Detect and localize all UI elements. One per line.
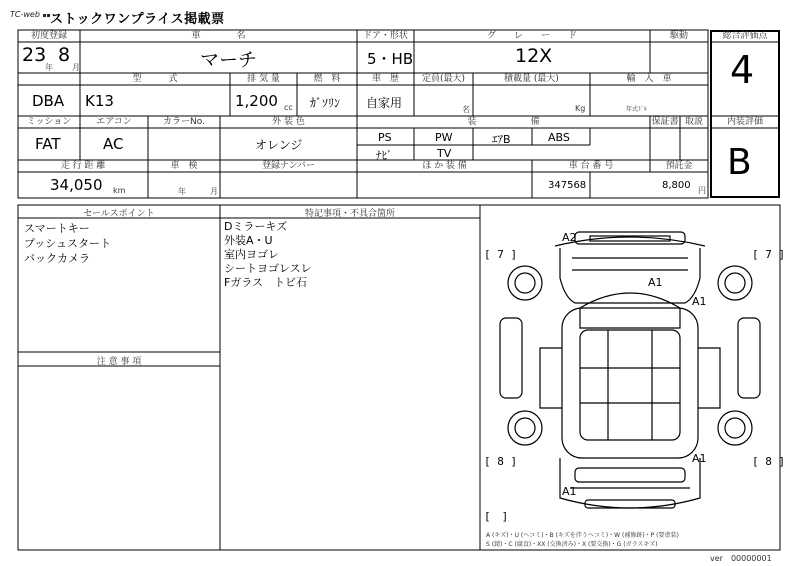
- tire-bracket: [ 8 ]: [752, 455, 786, 468]
- label-other-equipment: ほ か 装 備: [422, 161, 467, 171]
- label-usage: 車 歴: [371, 74, 399, 84]
- label-model: 型 式: [132, 74, 178, 84]
- list-item: シートヨゴレスレ: [224, 262, 312, 275]
- label-mileage: 走 行 距 離: [60, 161, 106, 171]
- equip-ps: PS: [378, 131, 392, 144]
- equip-pw: PW: [435, 131, 453, 144]
- price-value: 8,800: [662, 180, 691, 191]
- wheel-front-left: [508, 266, 542, 300]
- legend-line-2: S (錆)・C (腐食)・XX (交換済み)・X (要交換)・G (ガラスキズ): [486, 541, 658, 548]
- notes-list: [224, 220, 312, 290]
- label-first-reg: 初度登録: [30, 31, 67, 41]
- model-prefix: DBA: [32, 92, 65, 110]
- label-mission: ミッション: [26, 117, 72, 127]
- door-shape: 5・HB: [367, 50, 414, 68]
- label-vin: 車 台 番 号: [568, 161, 614, 171]
- list-item: Dミラーキズ: [224, 220, 288, 233]
- label-price: 預託金: [665, 161, 693, 171]
- notes-title: 特記事項・不具合箇所: [304, 209, 395, 219]
- list-item: Fガラス トビ石: [224, 276, 307, 289]
- list-item: バックカメラ: [24, 252, 90, 265]
- label-color-no: カラーNo.: [163, 117, 205, 127]
- aircon-value: AC: [103, 135, 124, 153]
- tire-bracket: [ 7 ]: [484, 248, 518, 261]
- tire-bracket: [ 7 ]: [752, 248, 786, 261]
- label-load: 積載量 (最大): [504, 74, 559, 84]
- equip-navi: ﾅﾋﾞ: [376, 149, 393, 162]
- label-overall-score: 総合評価点: [722, 31, 768, 41]
- logo: TC-web ▪▪: [10, 10, 51, 19]
- inspection-year: 年: [178, 187, 186, 196]
- label-door-shape: ドア・形状: [363, 31, 408, 41]
- label-inspection: 車 検: [170, 161, 198, 171]
- inspection-month: 月: [210, 187, 218, 196]
- caution-title: 注 意 事 項: [96, 357, 142, 367]
- hood-outline: [580, 293, 680, 328]
- equip-airbag: ｴｱB: [492, 133, 511, 146]
- exterior-color-value: オレンジ: [255, 138, 303, 152]
- label-car-name: 車 名: [191, 31, 246, 41]
- unit-yen: 円: [698, 186, 706, 195]
- label-displacement: 排 気 量: [247, 74, 280, 84]
- list-item: 外装A・U: [224, 234, 273, 247]
- front-body-outline: [560, 248, 700, 303]
- mileage-value: 34,050: [50, 176, 103, 194]
- roof-outline: [580, 330, 680, 440]
- interior-score-value: B: [727, 142, 752, 183]
- unit-month: 月: [72, 63, 80, 72]
- wheel-rear-left: [508, 411, 542, 445]
- label-grade: グ レ ー ド: [486, 31, 577, 41]
- label-fuel: 燃 料: [313, 74, 341, 84]
- form-title: ストックワンプライス掲載票: [50, 12, 225, 27]
- equip-tv: TV: [437, 147, 452, 160]
- displacement-value: 1,200: [235, 92, 278, 110]
- unit-cc: cc: [284, 103, 293, 112]
- first-reg-year: 23: [22, 44, 47, 66]
- tire-bracket: [ 8 ]: [484, 455, 518, 468]
- vin-value: 347568: [548, 180, 587, 191]
- label-exterior-color: 外 装 色: [272, 117, 305, 127]
- mission-value: FAT: [35, 135, 61, 153]
- grade-value: 12X: [515, 45, 553, 67]
- damage-mark: A1: [562, 485, 577, 498]
- legend-line-1: A (キズ)・U (ヘコミ)・B (キズを伴うヘコミ)・W (補修跡)・P (要塗装): [486, 532, 679, 539]
- list-item: プッシュスタート: [24, 237, 112, 250]
- list-item: スマートキー: [24, 222, 90, 235]
- damage-mark: A1: [648, 276, 663, 289]
- label-warranty: 保証書: [651, 117, 679, 127]
- tire-bracket: [ ]: [484, 510, 509, 523]
- label-interior-score: 内装評価: [726, 117, 763, 127]
- label-equipment: 装 備: [467, 117, 540, 127]
- overall-score-value: 4: [730, 48, 755, 92]
- version-label: ver 00000001: [710, 554, 772, 563]
- usage-value: 自家用: [366, 96, 403, 110]
- damage-mark: A1: [692, 452, 707, 465]
- car-damage-diagram: [480, 218, 780, 530]
- damage-mark: A2: [562, 231, 577, 244]
- unit-person: 名: [462, 105, 470, 114]
- fuel-value: ｶﾞｿﾘﾝ: [310, 96, 341, 110]
- list-item: 室内ヨゴレ: [224, 248, 279, 261]
- label-manual: 取説: [684, 117, 703, 127]
- unit-kg: Kg: [575, 104, 586, 113]
- label-capacity: 定員(最大): [421, 74, 466, 84]
- label-import: 輸 入 車: [626, 74, 672, 84]
- wheel-rear-right: [718, 411, 752, 445]
- model-value: K13: [85, 92, 114, 110]
- unit-year: 年: [45, 63, 53, 72]
- unit-km: km: [113, 186, 126, 195]
- label-drive: 駆動: [669, 31, 688, 41]
- damage-mark: A1: [692, 295, 707, 308]
- sales-points-list: [24, 221, 111, 266]
- wheel-front-right: [718, 266, 752, 300]
- equip-abs: ABS: [548, 131, 570, 144]
- label-aircon: エアコン: [96, 117, 132, 127]
- label-plate: 登録ナンバー: [262, 161, 315, 171]
- first-reg-month: 8: [58, 44, 71, 66]
- sales-points-title: セールスポイント: [83, 209, 155, 219]
- car-name: マーチ: [200, 49, 258, 71]
- model-year-label: 年式ﾄﾞﾙ: [626, 106, 648, 113]
